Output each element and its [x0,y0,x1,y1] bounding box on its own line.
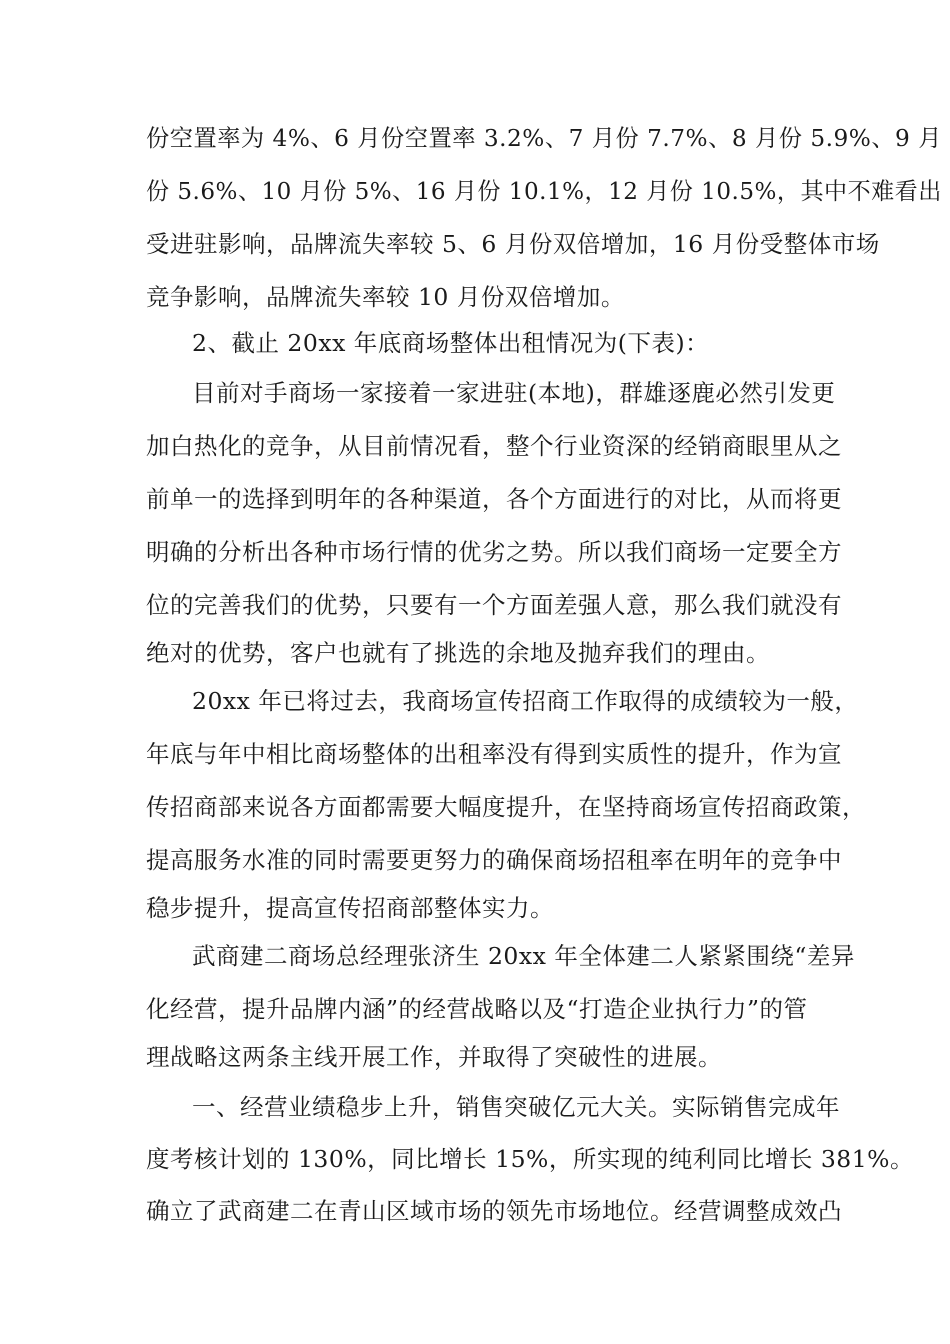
text-line: 明确的分析出各种市场行情的优劣之势。所以我们商场一定要全方 [146,538,842,566]
text-line: 武商建二商场总经理张济生 20xx 年全体建二人紧紧围绕“差异 [192,942,855,970]
text-line: 位的完善我们的优势，只要有一个方面差强人意，那么我们就没有 [146,591,842,619]
text-line: 确立了武商建二在青山区域市场的领先市场地位。经营调整成效凸 [146,1197,842,1225]
text-line: 竞争影响，品牌流失率较 10 月份双倍增加。 [146,283,625,311]
text-line: 2、截止 20xx 年底商场整体出租情况为(下表)： [192,329,710,357]
text-line: 一、经营业绩稳步上升，销售突破亿元大关。实际销售完成年 [192,1093,840,1121]
text-line: 度考核计划的 130%，同比增长 15%，所实现的纯利同比增长 381%。 [146,1145,915,1173]
text-line: 理战略这两条主线开展工作，并取得了突破性的进展。 [146,1043,722,1071]
text-line: 份 5.6%、10 月份 5%、16 月份 10.1%，12 月份 10.5%，其中不难看出 [146,177,942,205]
text-line: 绝对的优势，客户也就有了挑选的余地及抛弃我们的理由。 [146,639,770,667]
text-line: 传招商部来说各方面都需要大幅度提升，在坚持商场宣传招商政策， [146,793,866,821]
text-line: 受进驻影响，品牌流失率较 5、6 月份双倍增加，16 月份受整体市场 [146,230,880,258]
text-line: 份空置率为 4%、6 月份空置率 3.2%、7 月份 7.7%、8 月份 5.9%、9 月 [146,124,942,152]
text-line: 目前对手商场一家接着一家进驻(本地)，群雄逐鹿必然引发更 [192,379,836,407]
text-line: 20xx 年已将过去，我商场宣传招商工作取得的成绩较为一般， [192,687,859,715]
text-line: 稳步提升，提高宣传招商部整体实力。 [146,894,554,922]
text-line: 加白热化的竞争，从目前情况看，整个行业资深的经销商眼里从之 [146,432,842,460]
text-line: 年底与年中相比商场整体的出租率没有得到实质性的提升，作为宣 [146,740,842,768]
text-line: 前单一的选择到明年的各种渠道，各个方面进行的对比，从而将更 [146,485,842,513]
text-line: 提高服务水准的同时需要更努力的确保商场招租率在明年的竞争中 [146,846,842,874]
text-line: 化经营，提升品牌内涵”的经营战略以及“打造企业执行力”的管 [146,995,808,1023]
